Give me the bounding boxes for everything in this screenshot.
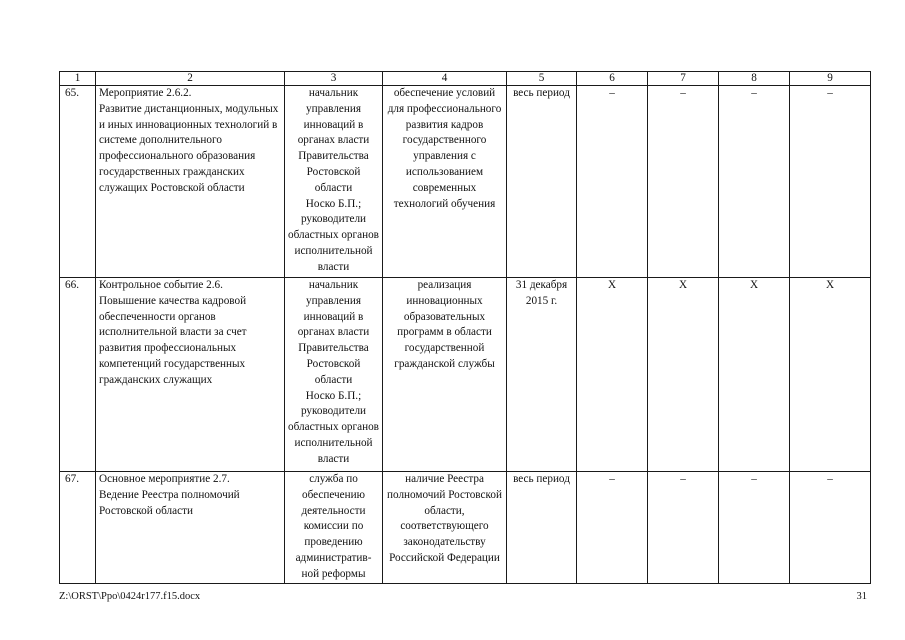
header-cell: 4: [383, 72, 507, 86]
value-cell: –: [577, 86, 648, 278]
value-cell: –: [719, 472, 790, 584]
value-cell: Х: [719, 278, 790, 472]
value-cell: Х: [790, 278, 871, 472]
table-row: [60, 278, 871, 472]
table-row: [60, 472, 871, 584]
activities-table: [59, 71, 871, 584]
table-row: [60, 86, 871, 278]
header-cell: 8: [719, 72, 790, 86]
footer-file-path: Z:\ORST\Ppo\0424r177.f15.docx: [59, 591, 201, 602]
period-cell: весь период: [507, 86, 577, 278]
period-cell: 31 декабря 2015 г.: [507, 278, 577, 472]
value-cell: –: [719, 86, 790, 278]
value-cell: Х: [648, 278, 719, 472]
result-cell: наличие Реестра полномочий Ростовской области, соответствующего законодательству Российской Федерации: [383, 472, 507, 584]
event-cell: Контрольное событие 2.6. Повышение качества кадровой обеспеченности органов исполнительной власти за счет развития профессиональных компетенций государственных гражданских служащих: [96, 278, 285, 472]
row-number: 65.: [60, 86, 96, 278]
table-header-row: [60, 72, 871, 86]
responsible-cell: начальник управления инноваций в органах власти Правительства Ростовской области Носко Б.П.; руководители областных органов исполнительной власти: [285, 278, 383, 472]
header-cell: 7: [648, 72, 719, 86]
header-cell: 6: [577, 72, 648, 86]
header-cell: 9: [790, 72, 871, 86]
value-cell: –: [648, 86, 719, 278]
header-cell: 5: [507, 72, 577, 86]
header-cell: 1: [60, 72, 96, 86]
page-number: 31: [856, 591, 867, 602]
header-cell: 2: [96, 72, 285, 86]
value-cell: –: [790, 472, 871, 584]
row-number: 67.: [60, 472, 96, 584]
period-cell: весь период: [507, 472, 577, 584]
value-cell: –: [790, 86, 871, 278]
result-cell: обеспечение условий для профессионального развития кадров государственного управления с использованием современных технологий обучения: [383, 86, 507, 278]
value-cell: –: [648, 472, 719, 584]
value-cell: –: [577, 472, 648, 584]
row-number: 66.: [60, 278, 96, 472]
responsible-cell: служба по обеспечению деятельности комиссии по проведению административ-ной реформы: [285, 472, 383, 584]
value-cell: Х: [577, 278, 648, 472]
responsible-cell: начальник управления инноваций в органах власти Правительства Ростовской области Носко Б.П.; руководители областных органов исполнительной власти: [285, 86, 383, 278]
event-cell: Основное мероприятие 2.7. Ведение Реестра полномочий Ростовской области: [96, 472, 285, 584]
result-cell: реализация инновационных образовательных программ в области государственной гражданской службы: [383, 278, 507, 472]
header-cell: 3: [285, 72, 383, 86]
event-cell: Мероприятие 2.6.2. Развитие дистанционных, модульных и иных инновационных технологий в системе дополнительного профессионального образования государственных гражданских служащих Ростовской области: [96, 86, 285, 278]
